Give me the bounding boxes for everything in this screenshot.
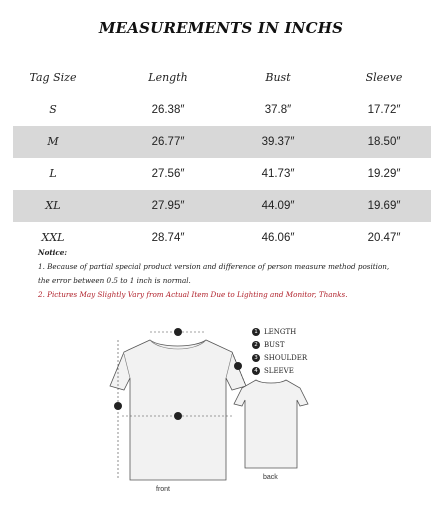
legend-item — [252, 326, 307, 339]
sleeve-cell: 20.47″ — [367, 232, 401, 244]
sleeve-cell: 18.50″ — [367, 136, 401, 148]
size-cell: XXL — [41, 231, 65, 244]
back-label: back — [263, 474, 278, 481]
length-cell: 27.95″ — [151, 200, 185, 212]
notice-line-2: the error between 0.5 to 1 inch is normal. — [38, 276, 191, 285]
table-row — [13, 158, 431, 190]
size-cell: L — [49, 167, 57, 180]
legend-number-icon: 3 — [252, 354, 260, 362]
bust-cell: 37.8″ — [264, 104, 292, 116]
legend-number-icon: 2 — [252, 341, 260, 349]
header-tag-size: Tag Size — [29, 71, 77, 84]
legend-label: BUST — [264, 341, 285, 349]
marker-bust-icon — [174, 412, 182, 420]
shirt-diagram-svg — [0, 318, 442, 500]
measurement-legend — [252, 326, 307, 378]
size-cell: S — [49, 103, 57, 116]
page-title: MEASUREMENTS IN INCHS — [98, 19, 344, 37]
sleeve-cell: 17.72″ — [367, 104, 401, 116]
length-cell: 27.56″ — [151, 168, 185, 180]
legend-item — [252, 365, 307, 378]
notice-block — [38, 246, 438, 302]
notice-line-3: 2. Pictures May Slightly Vary from Actual Item Due to Lighting and Monitor, Thanks. — [38, 290, 348, 299]
notice-heading: Notice: — [38, 248, 68, 257]
bust-cell: 44.09″ — [261, 200, 295, 212]
table-row — [13, 126, 431, 158]
legend-item — [252, 352, 307, 365]
notice-line-1: 1. Because of partial special product version and difference of person measure method position, — [38, 262, 390, 271]
bust-cell: 41.73″ — [261, 168, 295, 180]
marker-shoulder-icon — [174, 328, 182, 336]
header-bust: Bust — [265, 71, 291, 84]
size-cell: M — [47, 135, 59, 148]
front-shirt-outline — [110, 340, 246, 480]
table-row — [13, 94, 431, 126]
length-cell: 26.77″ — [151, 136, 185, 148]
legend-label: LENGTH — [264, 328, 297, 336]
legend-item — [252, 339, 307, 352]
table-row — [13, 190, 431, 222]
marker-length-icon — [114, 402, 122, 410]
front-label: front — [156, 486, 171, 493]
sleeve-cell: 19.69″ — [367, 200, 401, 212]
measurement-diagram — [0, 318, 442, 500]
table-header-row — [13, 62, 431, 94]
legend-label: SHOULDER — [264, 354, 308, 362]
sleeve-cell: 19.29″ — [367, 168, 401, 180]
length-cell: 26.38″ — [151, 104, 185, 116]
legend-label: SLEEVE — [264, 367, 294, 375]
size-cell: XL — [45, 199, 61, 212]
marker-sleeve-icon — [234, 362, 242, 370]
legend-number-icon: 1 — [252, 328, 260, 336]
bust-cell: 39.37″ — [261, 136, 295, 148]
header-sleeve: Sleeve — [365, 71, 403, 84]
size-table — [13, 62, 431, 254]
bust-cell: 46.06″ — [261, 232, 295, 244]
legend-number-icon: 4 — [252, 367, 260, 375]
length-cell: 28.74″ — [151, 232, 185, 244]
back-shirt-outline — [234, 380, 308, 468]
header-length: Length — [148, 71, 188, 84]
